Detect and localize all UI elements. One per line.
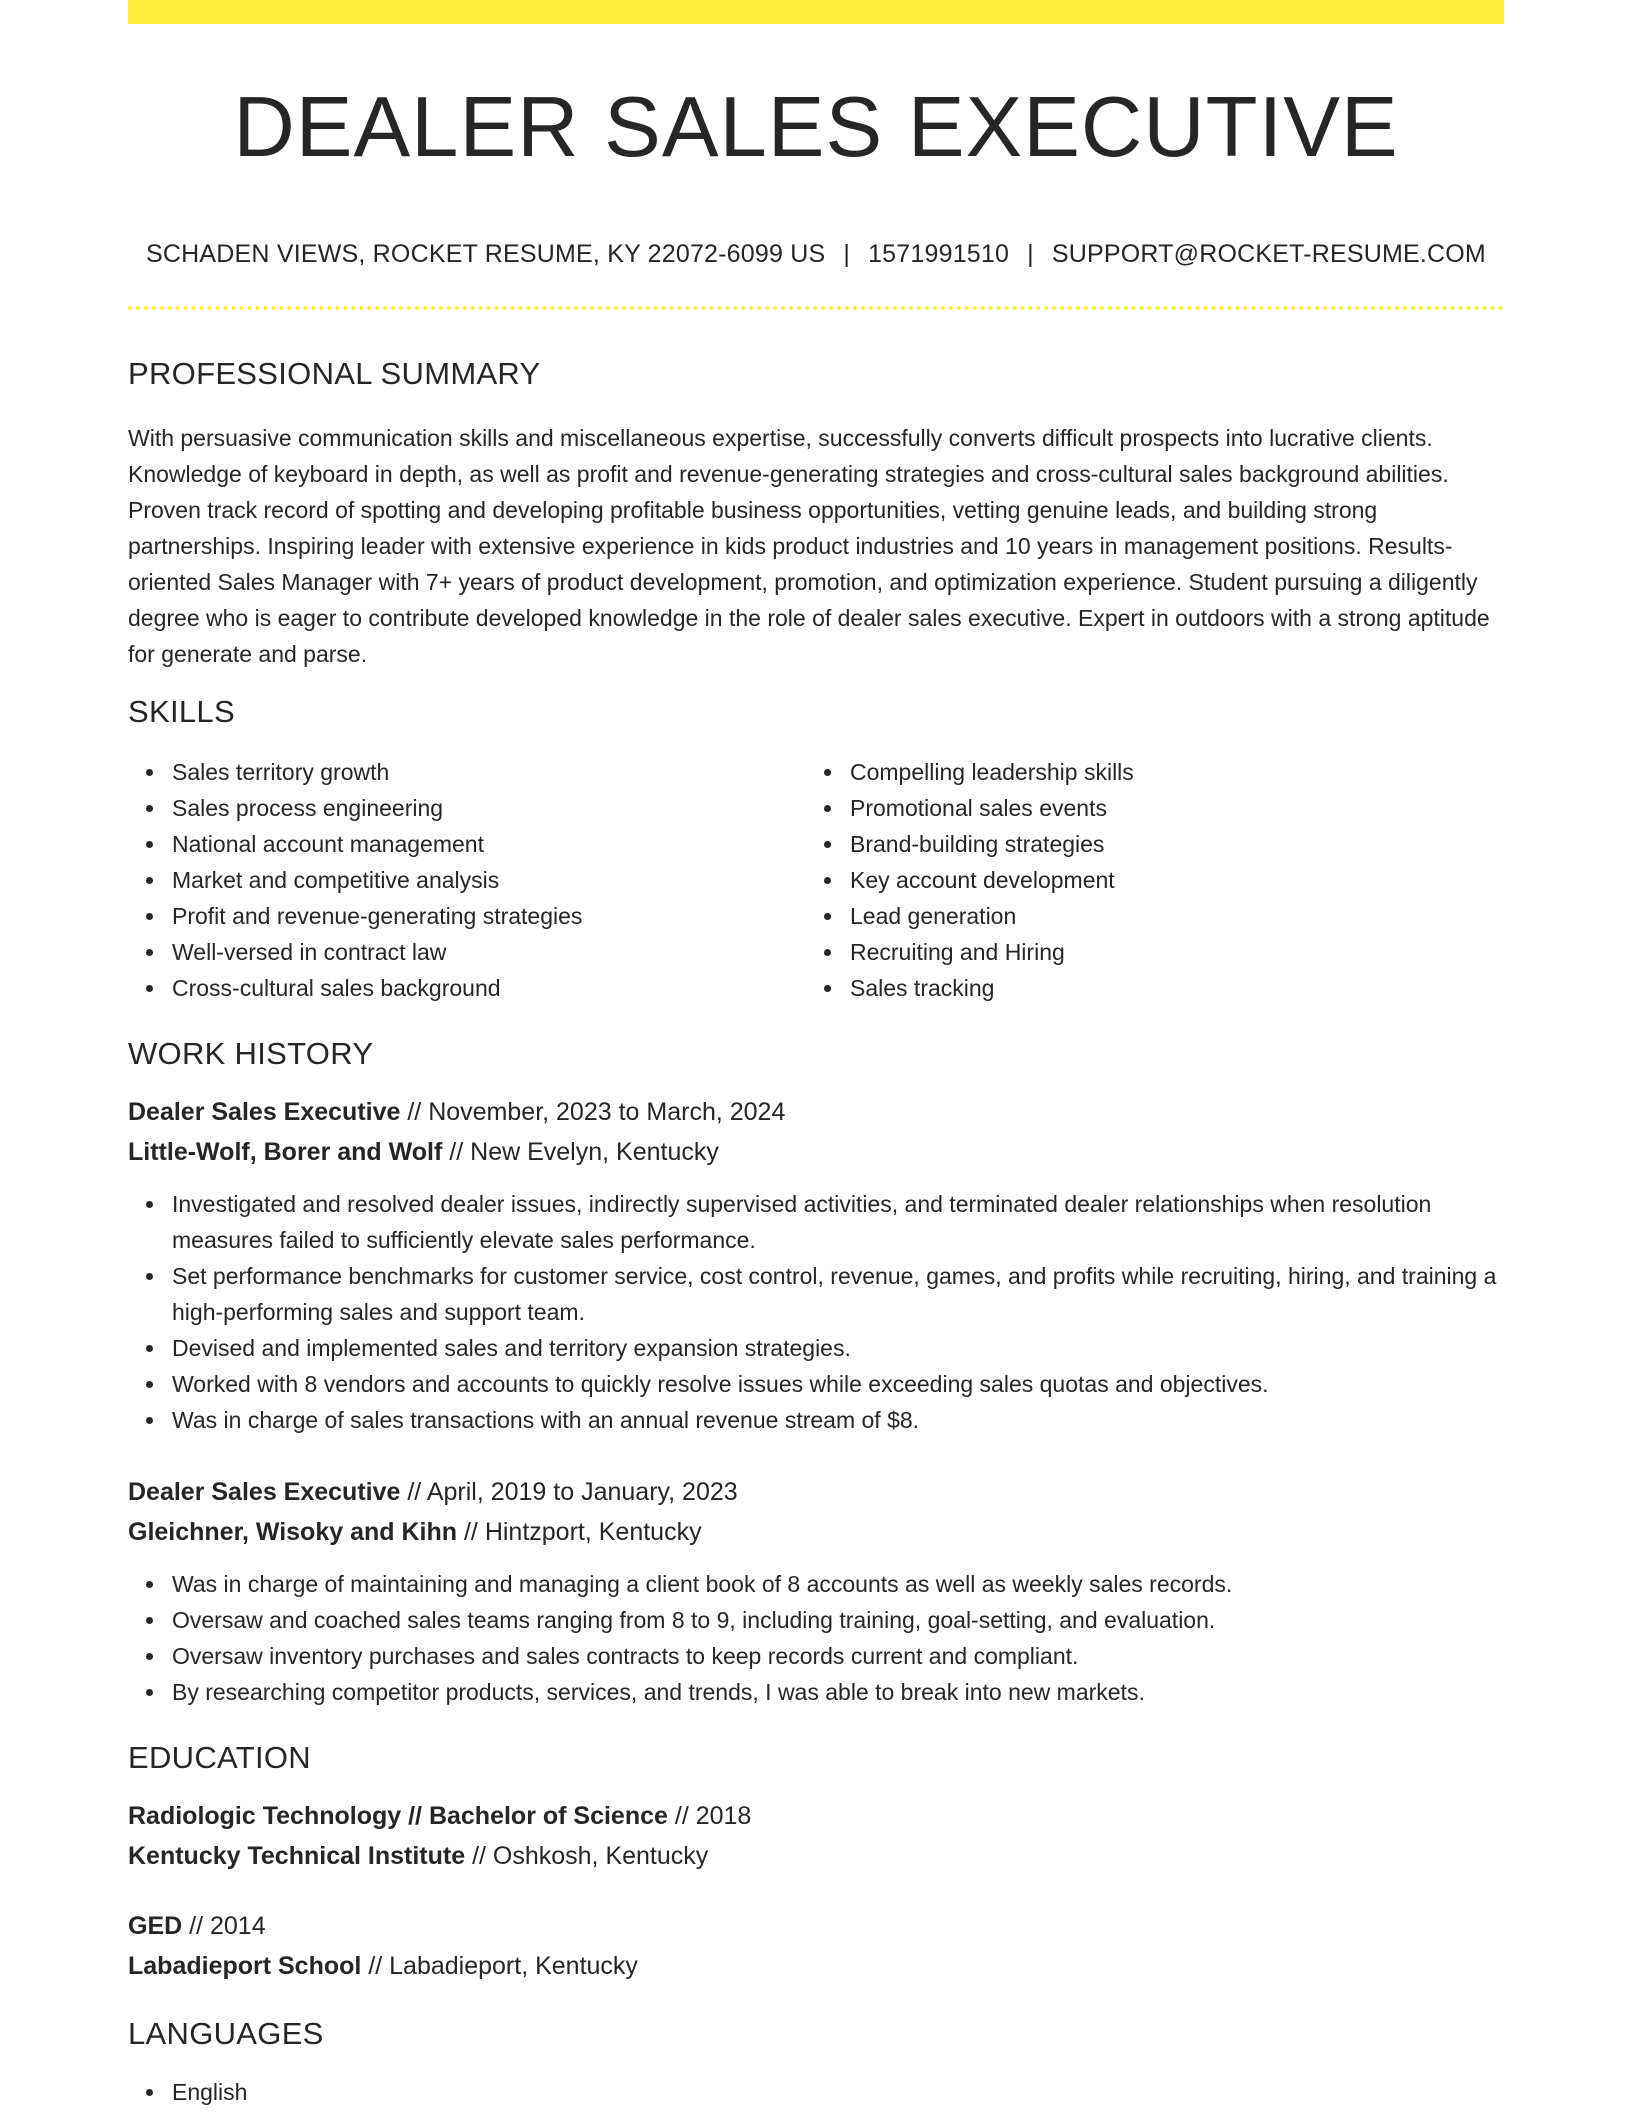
dotted-divider xyxy=(128,306,1504,310)
job-bullet: Worked with 8 vendors and accounts to quickly resolve issues while exceeding sales quotas and objectives. xyxy=(172,1366,1504,1402)
skill-item: Recruiting and Hiring xyxy=(850,934,1484,970)
job-bullet: Was in charge of sales transactions with an annual revenue stream of $8. xyxy=(172,1402,1504,1438)
job-bullets xyxy=(128,1566,1504,1710)
languages-list xyxy=(128,2074,1504,2110)
education-degree-line xyxy=(128,1906,1504,1946)
job-bullet: Oversaw and coached sales teams ranging from 8 to 9, including training, goal-setting, and evaluation. xyxy=(172,1602,1504,1638)
job-bullet: Investigated and resolved dealer issues, indirectly supervised activities, and terminated dealer relationships when resolution measures failed to sufficiently elevate sales performance. xyxy=(172,1186,1504,1258)
skill-item: Promotional sales events xyxy=(850,790,1484,826)
education-section xyxy=(128,1736,1504,1986)
education-degree: Radiologic Technology // Bachelor of Science xyxy=(128,1802,668,1830)
languages-section xyxy=(128,2012,1504,2110)
skill-item: Profit and revenue-generating strategies xyxy=(172,898,806,934)
education-location: // Labadieport, Kentucky xyxy=(368,1952,638,1980)
job-bullet: By researching competitor products, services, and trends, I was able to break into new markets. xyxy=(172,1674,1504,1710)
skill-item: Key account development xyxy=(850,862,1484,898)
skills-heading: SKILLS xyxy=(128,694,235,729)
contact-line xyxy=(128,236,1504,272)
skills-left-column xyxy=(128,754,806,1006)
resume-title: DEALER SALES EXECUTIVE xyxy=(233,80,1399,175)
job-company: Gleichner, Wisoky and Kihn xyxy=(128,1518,458,1546)
education-school: Kentucky Technical Institute xyxy=(128,1842,466,1870)
skill-item: Compelling leadership skills xyxy=(850,754,1484,790)
job-company-line xyxy=(128,1132,1504,1172)
education-year: // 2014 xyxy=(189,1912,266,1940)
education-location: // Oshkosh, Kentucky xyxy=(472,1842,709,1870)
education-heading: EDUCATION xyxy=(128,1740,311,1775)
job-title-line xyxy=(128,1092,1504,1132)
summary-heading: PROFESSIONAL SUMMARY xyxy=(128,356,541,391)
contact-separator: | xyxy=(1027,240,1034,268)
accent-top-bar xyxy=(128,0,1504,24)
summary-text: With persuasive communication skills and miscellaneous expertise, successfully converts difficult prospects into lucrative clients. Knowledge of keyboard in depth, as well as profit and revenue-generating strategies and cross-cultural sales background abilities. Proven track record of spotting and developing profitable business opportunities, vetting genuine leads, and building strong partnerships. Inspiring leader with extensive experience in kids product industries and 10 years in management positions. Results-oriented Sales Manager with 7+ years of product development, promotion, and optimization experience. Student pursuing a diligently degree who is eager to contribute developed knowledge in the role of dealer sales executive. Expert in outdoors with a strong aptitude for generate and parse. xyxy=(128,425,1490,667)
education-degree-line xyxy=(128,1796,1504,1836)
job-title-line xyxy=(128,1472,1504,1512)
job-company-line xyxy=(128,1512,1504,1552)
contact-email[interactable]: SUPPORT@ROCKET-RESUME.COM xyxy=(1051,240,1486,268)
skill-item: Cross-cultural sales background xyxy=(172,970,806,1006)
job-entry xyxy=(128,1472,1504,1710)
skills-section xyxy=(128,690,1504,1006)
education-entry xyxy=(128,1906,1504,1986)
job-location: // New Evelyn, Kentucky xyxy=(449,1138,719,1166)
skills-right-column xyxy=(806,754,1484,1006)
job-bullet: Devised and implemented sales and territory expansion strategies. xyxy=(172,1330,1504,1366)
skill-item: Sales tracking xyxy=(850,970,1484,1006)
job-title: Dealer Sales Executive xyxy=(128,1478,401,1506)
job-bullet: Set performance benchmarks for customer service, cost control, revenue, games, and profits while recruiting, hiring, and training a high-performing sales and support team. xyxy=(172,1258,1504,1330)
languages-heading: LANGUAGES xyxy=(128,2016,324,2051)
job-bullets xyxy=(128,1186,1504,1438)
job-dates: // November, 2023 to March, 2024 xyxy=(407,1098,786,1126)
summary-section xyxy=(128,352,1504,672)
resume-content xyxy=(128,352,1504,2110)
work-history-section xyxy=(128,1032,1504,1710)
skill-item: Well-versed in contract law xyxy=(172,934,806,970)
job-entry xyxy=(128,1092,1504,1438)
skill-item: Lead generation xyxy=(850,898,1484,934)
job-bullet: Oversaw inventory purchases and sales contracts to keep records current and compliant. xyxy=(172,1638,1504,1674)
contact-phone: 1571991510 xyxy=(868,240,1010,268)
job-company: Little-Wolf, Borer and Wolf xyxy=(128,1138,443,1166)
education-entry xyxy=(128,1796,1504,1876)
job-location: // Hintzport, Kentucky xyxy=(463,1518,702,1546)
job-dates: // April, 2019 to January, 2023 xyxy=(407,1478,738,1506)
skill-item: National account management xyxy=(172,826,806,862)
contact-separator: | xyxy=(843,240,851,268)
education-school: Labadieport School xyxy=(128,1952,362,1980)
skills-columns xyxy=(128,754,1504,1006)
skill-item: Sales process engineering xyxy=(172,790,806,826)
skill-item: Sales territory growth xyxy=(172,754,806,790)
education-degree: GED xyxy=(128,1912,183,1940)
contact-address: SCHADEN VIEWS, ROCKET RESUME, KY 22072-6099 US xyxy=(146,240,826,268)
work-history-heading: WORK HISTORY xyxy=(128,1036,374,1071)
skill-item: Brand-building strategies xyxy=(850,826,1484,862)
education-year: // 2018 xyxy=(674,1802,752,1830)
education-school-line xyxy=(128,1946,1504,1986)
job-bullet: Was in charge of maintaining and managing a client book of 8 accounts as well as weekly sales records. xyxy=(172,1566,1504,1602)
skill-item: Market and competitive analysis xyxy=(172,862,806,898)
job-title: Dealer Sales Executive xyxy=(128,1098,401,1126)
education-school-line xyxy=(128,1836,1504,1876)
language-item: English xyxy=(172,2074,1504,2110)
